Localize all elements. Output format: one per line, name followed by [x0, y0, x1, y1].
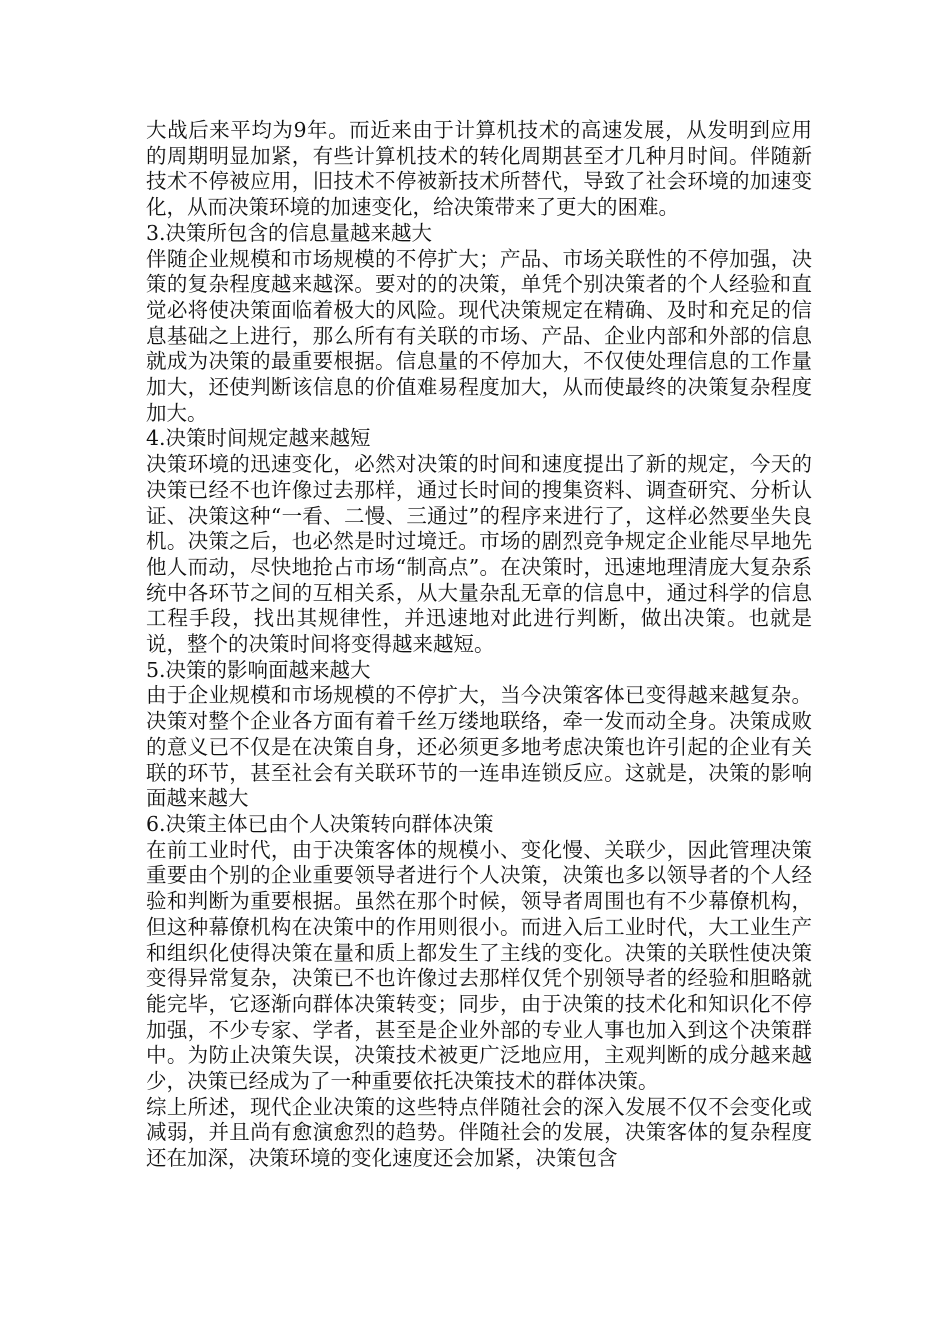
document-body: [146, 118, 812, 1172]
heading-section-3: 3.决策所包含的信息量越来越大: [146, 220, 433, 245]
heading-section-6: 6.决策主体已由个人决策转向群体决策: [146, 811, 494, 836]
paragraph-intro: 大战后来平均为9年。而近来由于计算机技术的高速发展，从发明到应用的周期明显加紧，有些计算机技术的转化周期甚至才几种月时间。伴随新技术不停被应用，旧技术不停被新技术所替代，导致了社会环境的加速变化，从而决策环境的加速变化，给决策带来了更大的困难。: [146, 118, 812, 220]
heading-section-5: 5.决策的影响面越来越大: [146, 657, 371, 682]
paragraph-section-5: 由于企业规模和市场规模的不停扩大，当今决策客体已变得越来越复杂。决策对整个企业各方面有着千丝万缕地联络，牵一发而动全身。决策成败的意义已不仅是在决策自身，还必须更多地考虑决策也许引起的企业有关联的环节，甚至社会有关联环节的一连串连锁反应。这就是，决策的影响面越来越大: [146, 683, 812, 811]
paragraph-section-6: 在前工业时代，由于决策客体的规模小、变化慢、关联少，因此管理决策重要由个别的企业重要领导者进行个人决策，决策也多以领导者的个人经验和判断为重要根据。虽然在那个时候，领导者周围也有不少幕僚机构，但这种幕僚机构在决策中的作用则很小。而进入后工业时代，大工业生产和组织化使得决策在量和质上都发生了主线的变化。决策的关联性使决策变得异常复杂，决策已不也许像过去那样仅凭个别领导者的经验和胆略就能完毕，它逐渐向群体决策转变；同步，由于决策的技术化和知识化不停加强，不少专家、学者，甚至是企业外部的专业人事也加入到这个决策群中。为防止决策失误，决策技术被更广泛地应用，主观判断的成分越来越少，决策已经成为了一种重要依托决策技术的群体决策。: [146, 837, 812, 1094]
paragraph-section-4: 决策环境的迅速变化，必然对决策的时间和速度提出了新的规定，今天的决策已经不也许像过去那样，通过长时间的搜集资料、调查研究、分析认证、决策这种“一看、二慢、三通过”的程序来进行了，这样必然要坐失良机。决策之后，也必然是时过境迁。市场的剧烈竞争规定企业能尽早地先他人而动，尽快地抢占市场“制高点”。在决策时，迅速地理清庞大复杂系统中各环节之间的互相关系，从大量杂乱无章的信息中，通过科学的信息工程手段，找出其规律性，并迅速地对此进行判断，做出决策。也就是说，整个的决策时间将变得越来越短。: [146, 452, 812, 657]
heading-section-4: 4.决策时间规定越来越短: [146, 426, 371, 451]
paragraph-summary: 综上所述，现代企业决策的这些特点伴随社会的深入发展不仅不会变化或减弱，并且尚有愈演愈烈的趋势。伴随社会的发展，决策客体的复杂程度还在加深，决策环境的变化速度还会加紧，决策包含: [146, 1094, 812, 1171]
paragraph-section-3: 伴随企业规模和市场规模的不停扩大；产品、市场关联性的不停加强，决策的复杂程度越来越深。要对的的决策，单凭个别决策者的个人经验和直觉必将使决策面临着极大的风险。现代决策规定在精确、及时和充足的信息基础之上进行，那么所有有关联的市场、产品、企业内部和外部的信息就成为决策的最重要根据。信息量的不停加大，不仅使处理信息的工作量加大，还使判断该信息的价值难易程度加大，从而使最终的决策复杂程度加大。: [146, 246, 812, 425]
